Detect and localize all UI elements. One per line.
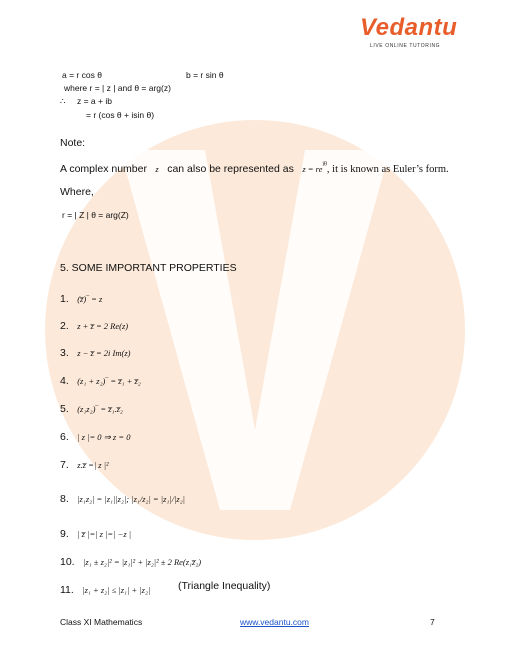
property-11 (60, 580, 150, 598)
property-expression: |z₁ + z₂| ≤ |z₁| + |z₂| (82, 585, 151, 595)
property-expression: z − z̅ = 2i Im(z) (77, 348, 131, 358)
euler-part2: can also be represented as (167, 163, 294, 175)
property-1 (60, 289, 102, 307)
property-4 (60, 371, 141, 389)
property-2 (60, 316, 128, 334)
page-number: 7 (430, 617, 435, 627)
r-definition: r = | Z | θ = arg(Z) (62, 210, 129, 220)
property-10 (60, 552, 201, 570)
property-number: 10. (60, 556, 75, 568)
property-8 (60, 489, 185, 507)
property-expression: (z₁ + z₂)‾ = z̅₁ + z̅₂ (77, 376, 141, 386)
z-polar-form: = r (cos θ + isin θ) (86, 110, 155, 120)
note-label: Note: (60, 137, 86, 149)
property-7 (60, 455, 109, 473)
euler-part1: A complex number (60, 163, 147, 175)
property-expression: (z₁z₂)‾ = z̅₁.z̅₂ (77, 404, 123, 414)
property-6 (60, 427, 130, 445)
property-number: 5. (60, 403, 69, 415)
property-number: 4. (60, 375, 69, 387)
where-label: Where, (60, 186, 94, 198)
euler-exponent: iθ (322, 161, 327, 168)
property-expression: (z̅)‾ = z (77, 294, 103, 304)
property-number: 2. (60, 320, 69, 332)
footer-class-label: Class XI Mathematics (60, 617, 143, 627)
euler-formula: z = re (302, 164, 323, 174)
property-expression: |z₁ ± z₂|² = |z₁|² + |z₂|² ± 2 Re(z₁z̅₂) (83, 557, 202, 567)
property-number: 9. (60, 528, 69, 540)
euler-sentence (60, 159, 449, 177)
brand-name: Vedantu (360, 14, 458, 41)
brand-tagline: LIVE ONLINE TUTORING (370, 43, 441, 49)
property-expression: z.z̅ =| z |² (77, 460, 109, 470)
b-definition: b = r sin θ (186, 70, 224, 80)
property-number: 8. (60, 493, 69, 505)
section-heading: 5. SOME IMPORTANT PROPERTIES (60, 262, 237, 274)
property-expression: z + z̅ = 2 Re(z) (77, 321, 129, 331)
euler-z: z (155, 164, 159, 174)
triangle-inequality-label: (Triangle Inequality) (178, 580, 271, 592)
property-number: 3. (60, 347, 69, 359)
property-5 (60, 399, 123, 417)
property-expression: | z̅ |=| z |=| −z | (77, 529, 132, 539)
property-3 (60, 343, 130, 361)
property-9 (60, 524, 131, 542)
a-definition: a = r cos θ (62, 70, 102, 80)
vedantu-logo (360, 14, 470, 54)
euler-part3: , it is known as Euler’s form. (326, 164, 449, 175)
property-number: 7. (60, 459, 69, 471)
z-equation: z = a + ib (77, 96, 112, 106)
where-r-line: where r = | z | and θ = arg(z) (64, 83, 171, 93)
property-expression: | z |= 0 ⇒ z = 0 (77, 432, 131, 442)
property-number: 6. (60, 431, 69, 443)
property-number: 1. (60, 293, 69, 305)
property-expression: |z₁z₂| = |z₁||z₂|; |z₁/z₂| = |z₁|/|z₂| (77, 494, 186, 504)
footer-website-link[interactable]: www.vedantu.com (240, 617, 309, 627)
property-number: 11. (60, 584, 74, 596)
therefore-symbol: ∴ (60, 96, 66, 106)
